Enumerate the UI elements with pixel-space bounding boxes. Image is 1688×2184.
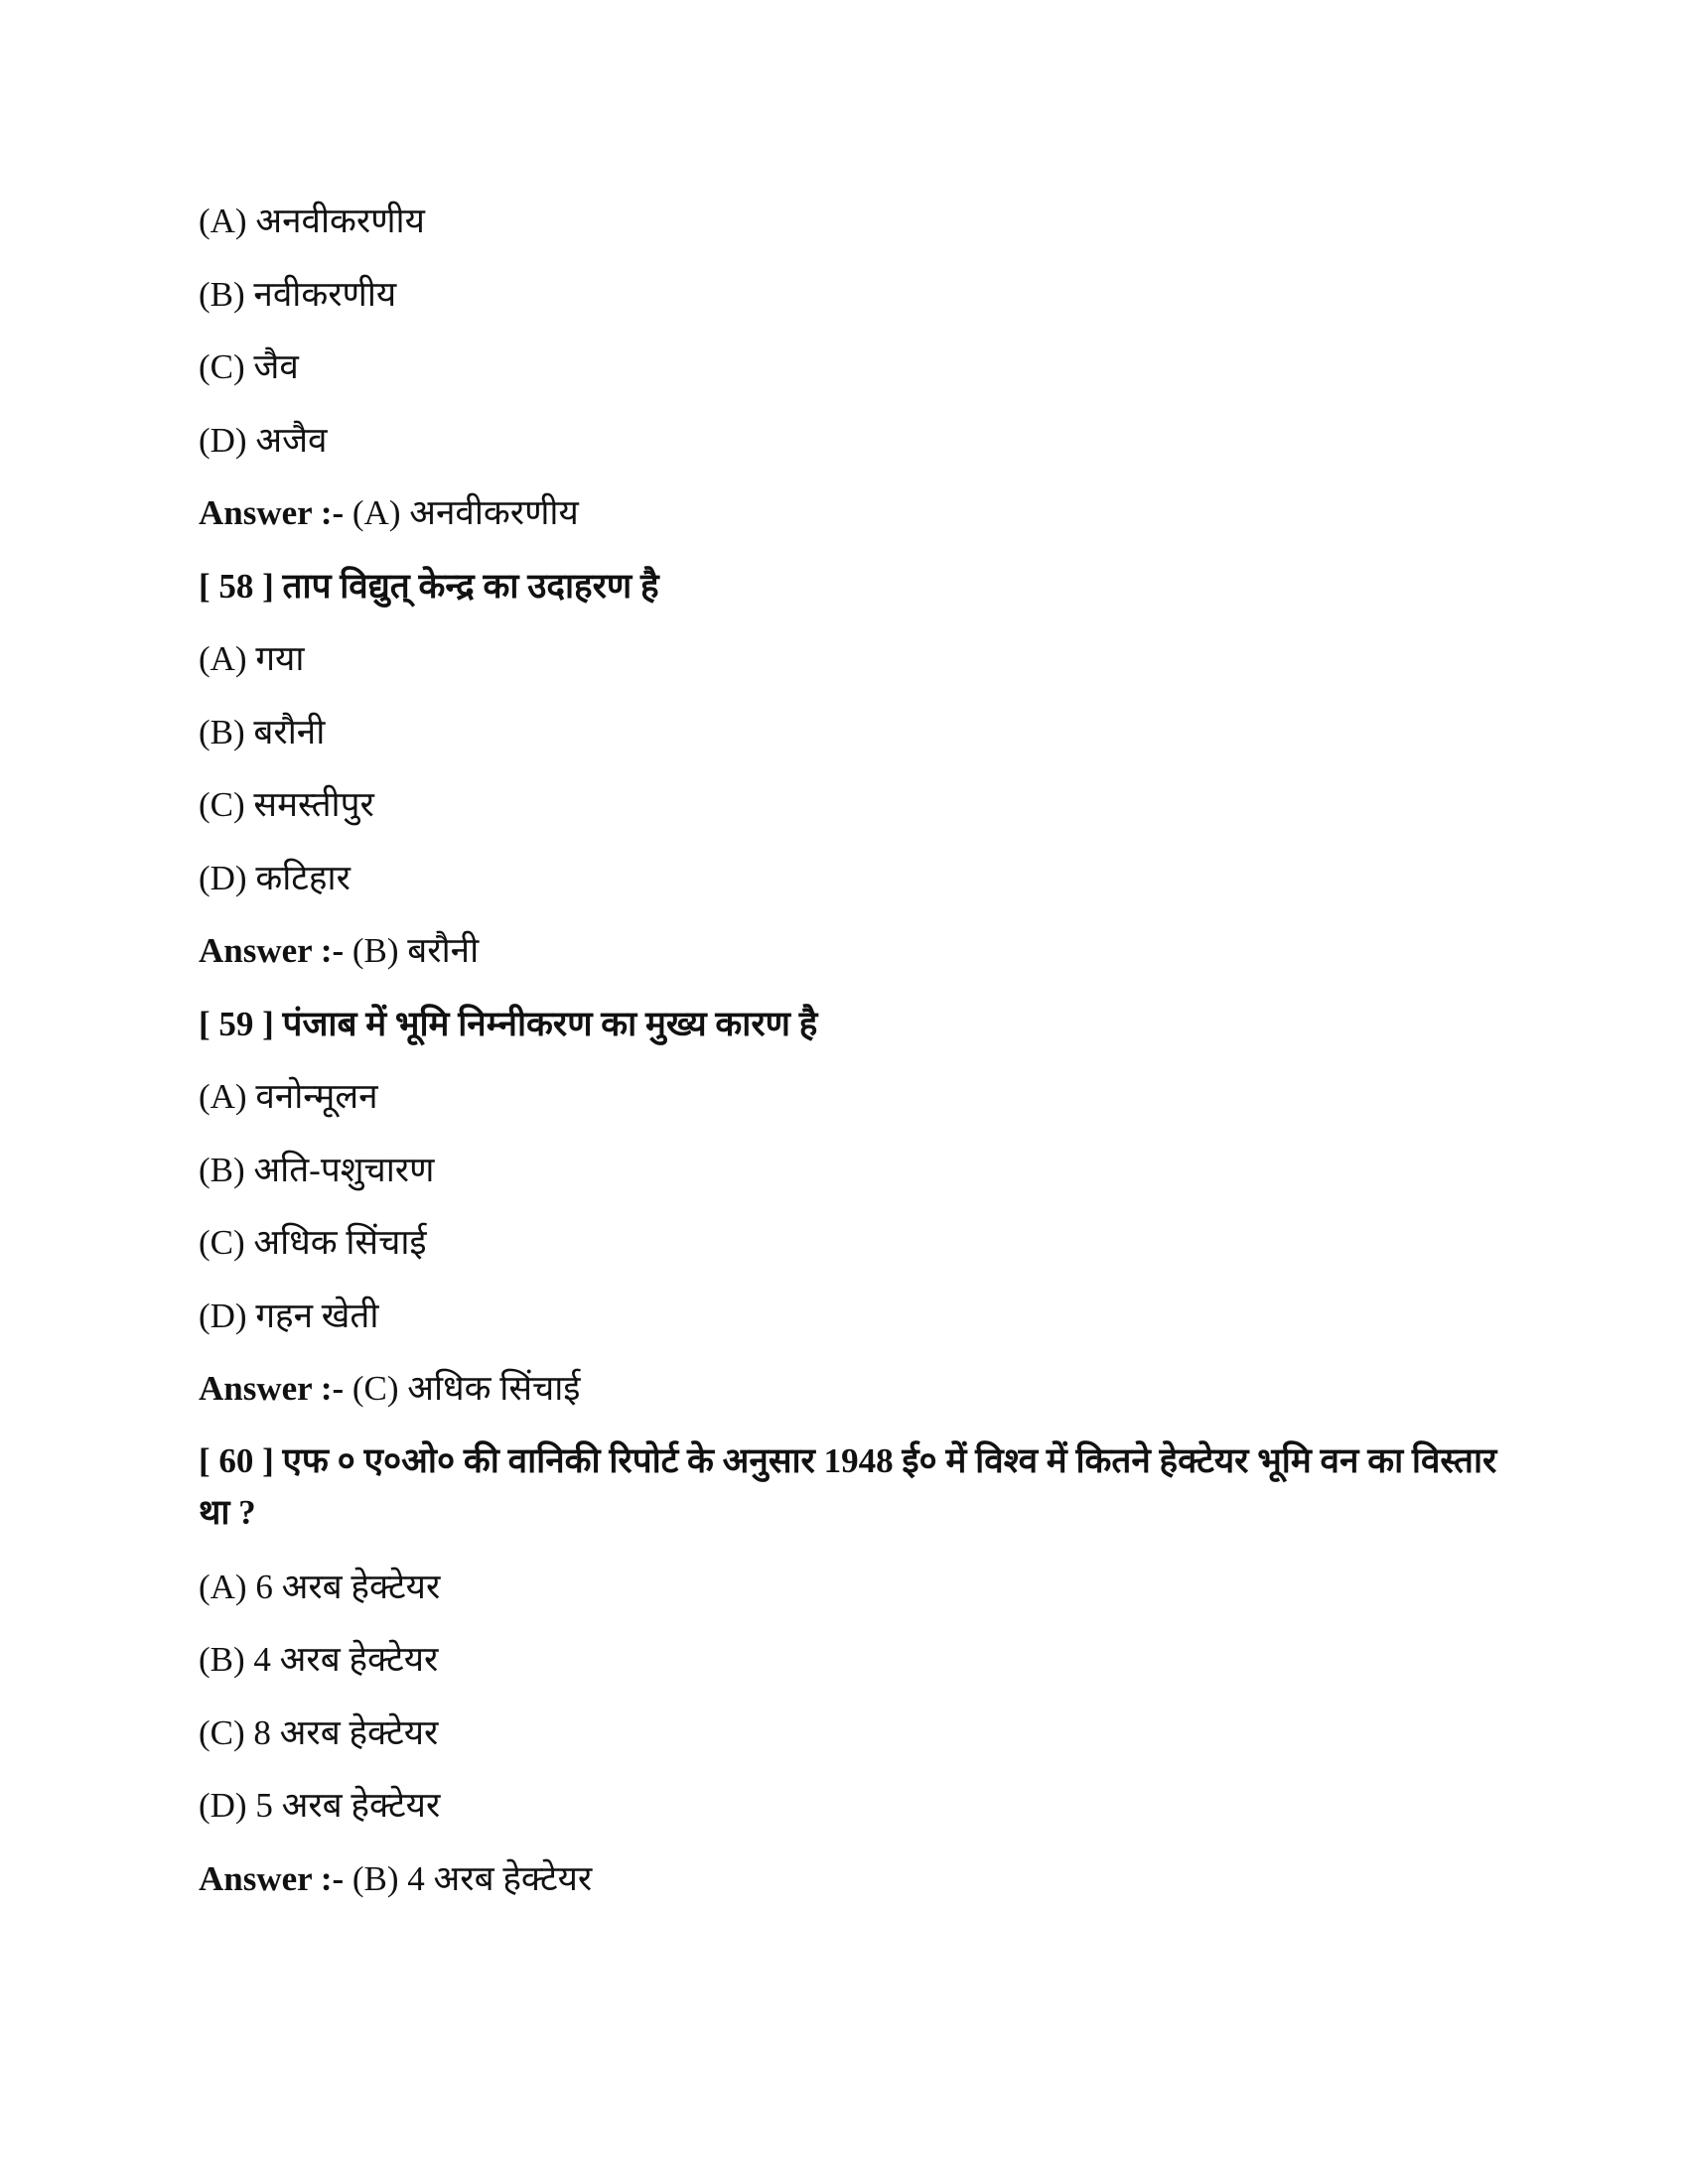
answer-option: (C) जैव <box>199 347 299 386</box>
answer-option: (C) अधिक सिंचाई <box>199 1223 427 1262</box>
answer-option: (C) 8 अरब हेक्टेयर <box>199 1712 439 1752</box>
answer-line <box>199 477 1509 550</box>
document-page <box>199 185 1509 1915</box>
question-text: [ 59 ] पंजाब में भूमि निम्नीकरण का मुख्य कारण है <box>199 1004 818 1043</box>
answer-value: (B) बरौनी <box>352 931 480 970</box>
question-text: [ 60 ] एफ ० ए०ओ० की वानिकी रिपोर्ट के अनुसार 1948 ई० में विश्व में कितने हेक्टेयर भूमि वन का विस्तार था ? <box>199 1440 1497 1532</box>
answer-value: (C) अधिक सिंचाई <box>352 1369 581 1408</box>
answer-option: (A) गया <box>199 639 305 678</box>
answer-option: (B) 4 अरब हेक्टेयर <box>199 1640 439 1679</box>
answer-option: (D) 5 अरब हेक्टेयर <box>199 1786 441 1825</box>
answer-option: (A) अनवीकरणीय <box>199 202 425 240</box>
answer-line <box>199 1843 1509 1916</box>
answer-option: (D) अजैव <box>199 420 328 460</box>
answer-label: Answer :- <box>199 1369 345 1408</box>
answer-value: (A) अनवीकरणीय <box>352 493 579 532</box>
question-text: [ 58 ] ताप विद्युत् केन्द्र का उदाहरण है <box>199 566 659 606</box>
answer-option: (D) गहन खेती <box>199 1296 379 1335</box>
answer-option: (B) नवीकरणीय <box>199 274 397 314</box>
answer-option: (C) समस्तीपुर <box>199 785 374 824</box>
answer-line <box>199 914 1509 988</box>
answer-option: (A) 6 अरब हेक्टेयर <box>199 1567 441 1606</box>
answer-option: (B) अति-पशुचारण <box>199 1150 435 1189</box>
answer-option: (A) वनोन्मूलन <box>199 1077 378 1116</box>
answer-label: Answer :- <box>199 493 345 532</box>
answer-value: (B) 4 अरब हेक्टेयर <box>352 1858 593 1898</box>
answer-option: (D) कटिहार <box>199 858 351 897</box>
answer-line <box>199 1352 1509 1426</box>
answer-option: (B) बरौनी <box>199 712 326 751</box>
answer-label: Answer :- <box>199 1858 345 1898</box>
answer-label: Answer :- <box>199 931 345 970</box>
